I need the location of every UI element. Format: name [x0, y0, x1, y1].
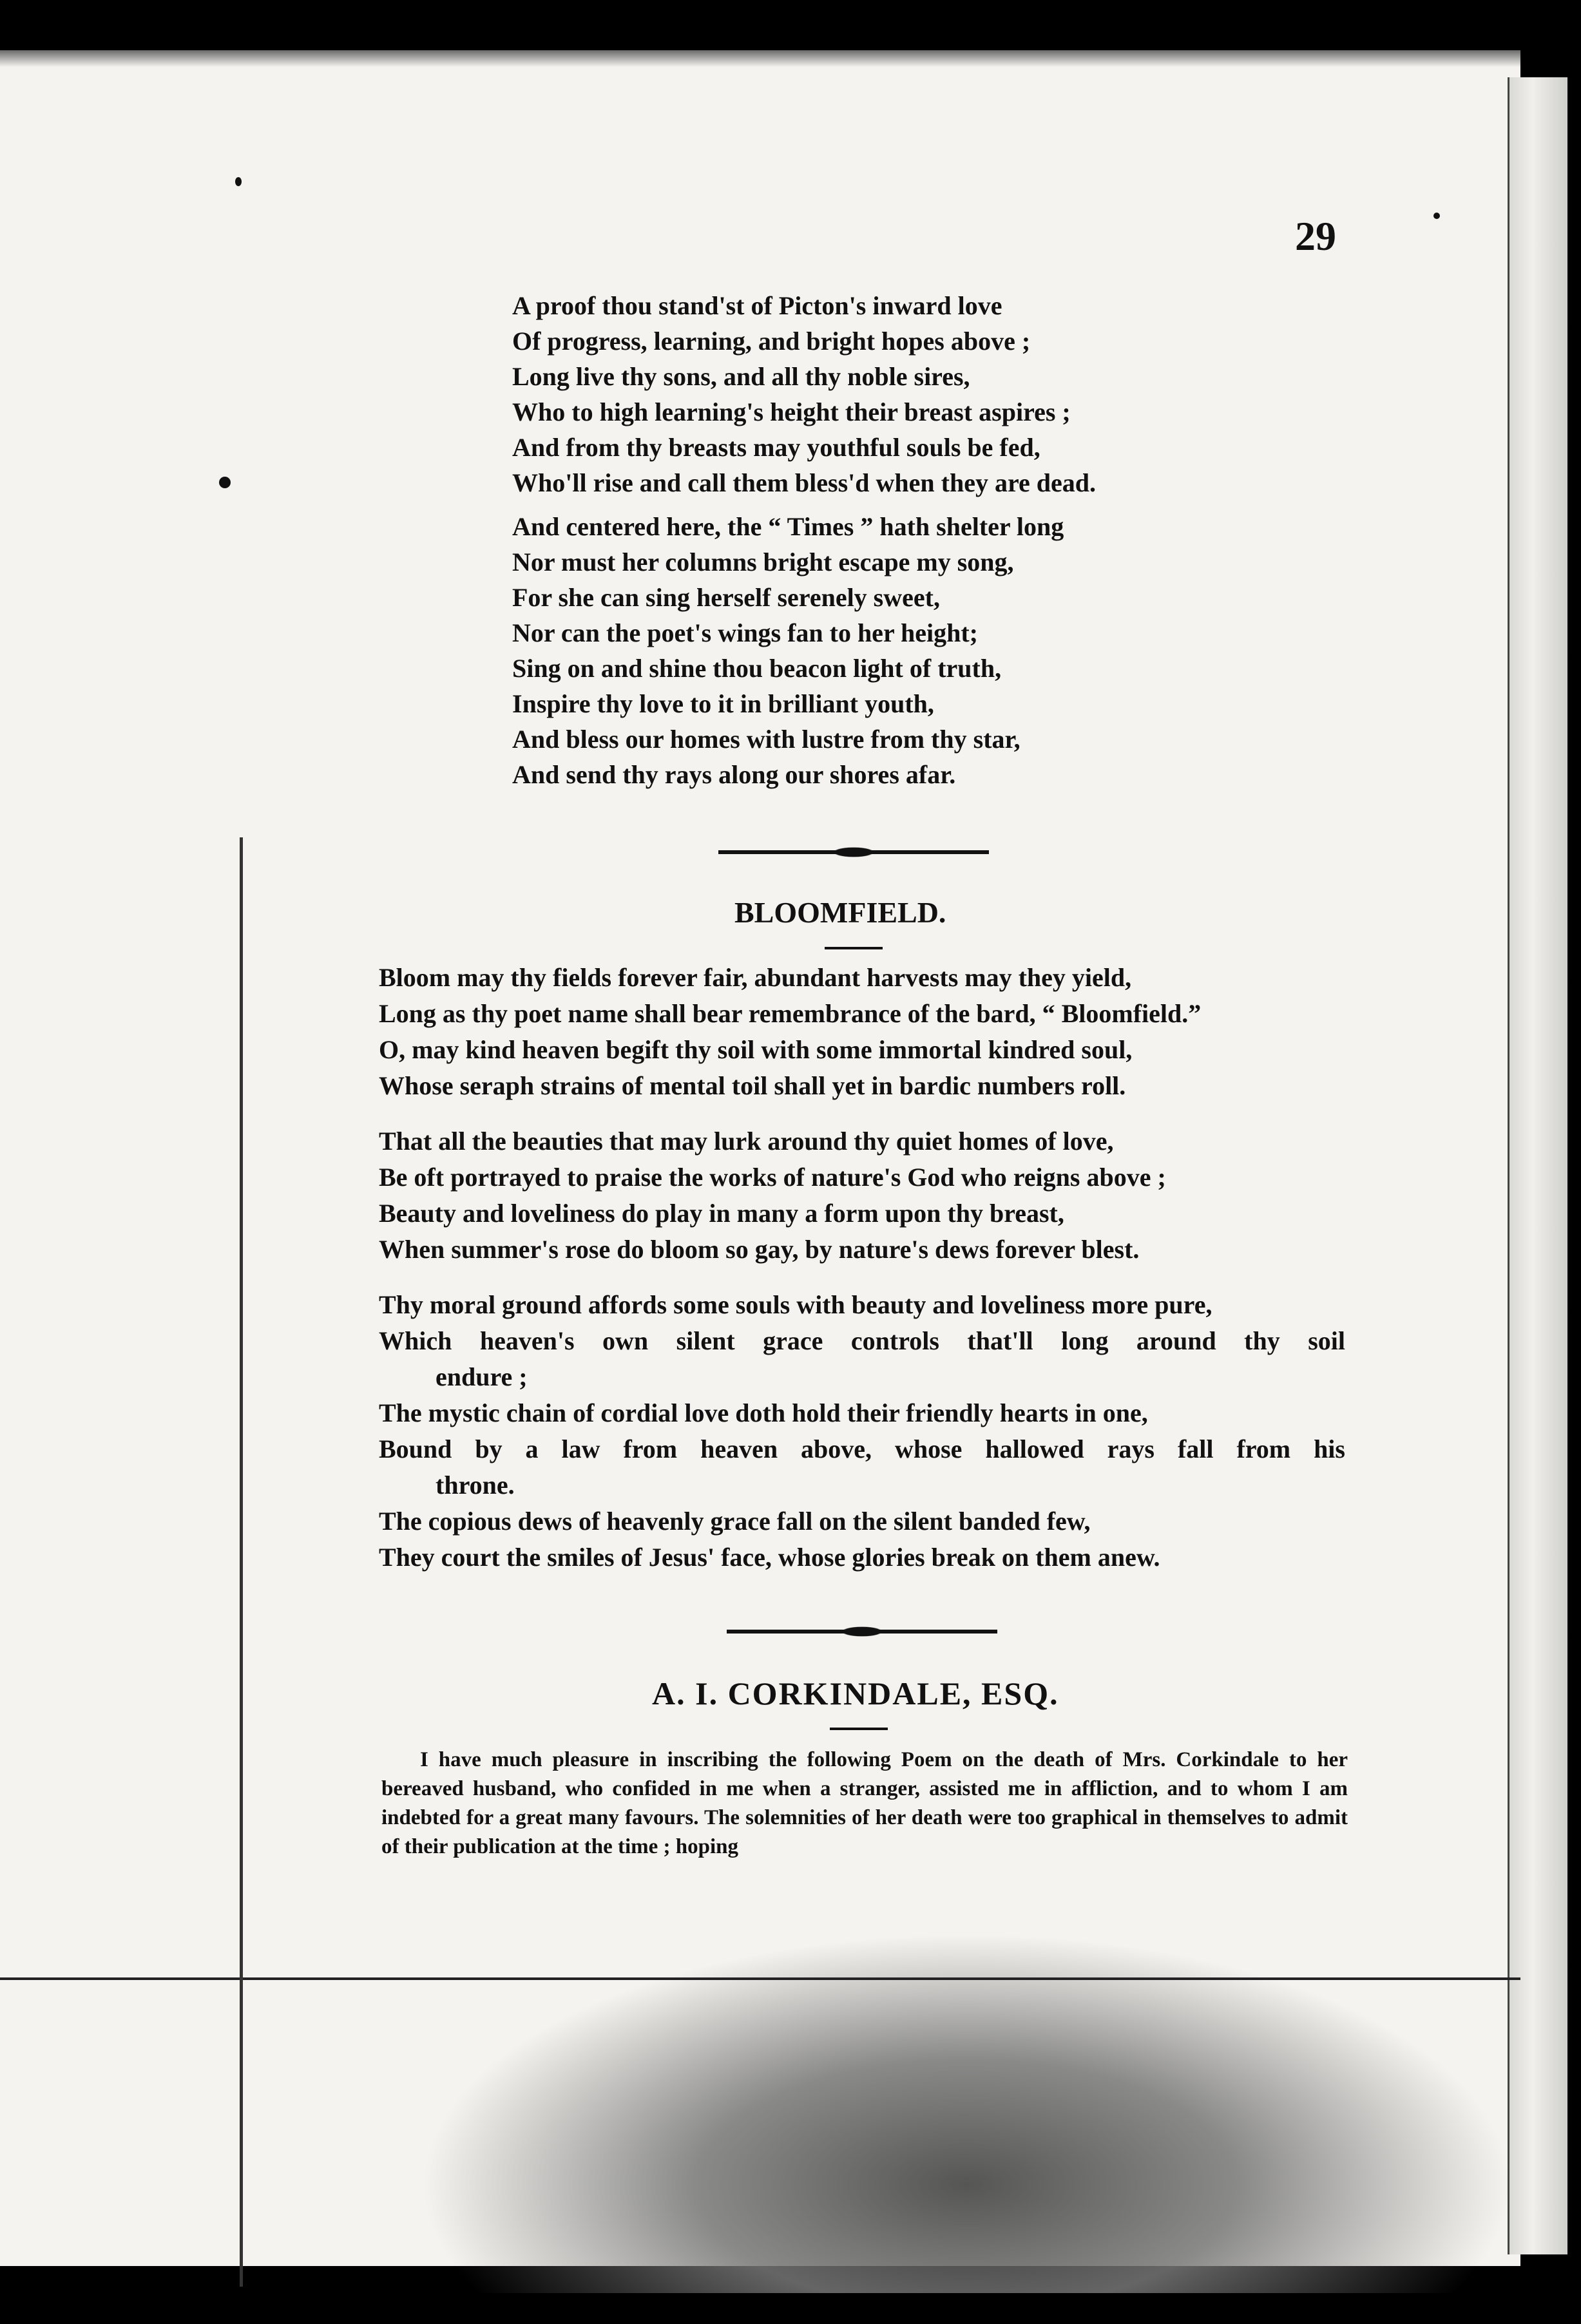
poem-line: For she can sing herself serenely sweet, — [512, 583, 940, 612]
poem-line: Long as thy poet name shall bear remembrance of the bard, “ Bloomfield.” — [379, 999, 1202, 1028]
poem-line: Thy moral ground affords some souls with beauty and loveliness more pure, — [379, 1290, 1212, 1319]
ink-speck — [219, 477, 231, 488]
title-underline — [830, 1728, 888, 1730]
poem-line-continuation: throne. — [436, 1471, 515, 1500]
poem-line: Bloom may thy fields forever fair, abundant harvests may they yield, — [379, 963, 1132, 992]
page-number: 29 — [1295, 213, 1336, 259]
poem-line: The mystic chain of cordial love doth hold their friendly hearts in one, — [379, 1398, 1148, 1427]
poem-line: Who'll rise and call them bless'd when they are dead. — [512, 468, 1096, 497]
poem-line: O, may kind heaven begift thy soil with some immortal kindred soul, — [379, 1035, 1133, 1064]
poem-line-continuation: endure ; — [436, 1362, 528, 1391]
page-stain — [419, 1932, 1514, 2293]
poem-line: A proof thou stand'st of Picton's inward love — [512, 291, 1002, 320]
poem-line: That all the beauties that may lurk around thy quiet homes of love, — [379, 1127, 1114, 1156]
section-title-corkindale: A. I. CORKINDALE, ESQ. — [652, 1675, 1059, 1711]
poem-line: Inspire thy love to it in brilliant youth, — [512, 689, 934, 718]
ornamental-divider — [718, 850, 989, 854]
poem-line: And centered here, the “ Times ” hath shelter long — [512, 512, 1064, 541]
page-right-edge — [1508, 77, 1567, 2254]
title-underline — [825, 947, 883, 949]
poem-line: Which heaven's own silent grace controls that'll long around thy soil — [379, 1326, 1345, 1355]
stanza-gap — [379, 1104, 1345, 1123]
ink-speck — [1433, 213, 1440, 219]
poem-line: Long live thy sons, and all thy noble sires, — [512, 362, 970, 391]
poem-bloomfield — [379, 960, 1345, 1576]
poem-line: Who to high learning's height their breast aspires ; — [512, 397, 1071, 426]
stanza-gap — [379, 1268, 1345, 1287]
ink-speck — [235, 177, 242, 186]
poem-line: Beauty and loveliness do play in many a form upon thy breast, — [379, 1199, 1064, 1228]
scan-horizontal-line — [0, 1977, 1520, 1980]
poem-line: When summer's rose do bloom so gay, by nature's dews forever blest. — [379, 1235, 1140, 1264]
poem-line: The copious dews of heavenly grace fall on the silent banded few, — [379, 1507, 1091, 1536]
section-title-bloomfield: BLOOMFIELD. — [734, 896, 946, 929]
ornamental-divider — [727, 1630, 997, 1633]
dedication-paragraph: I have much pleasure in inscribing the following Poem on the death of Mrs. Corkindale to her bereaved husband, who confided in me when a stranger, assisted me in affliction, and to whom I am indebted for a great many favours. The solemnities of her death were too graphical in themselves to admit of their publication at the time ; hoping — [381, 1748, 1348, 1858]
poem-line: And bless our homes with lustre from thy star, — [512, 725, 1020, 754]
ornament-center — [833, 1624, 891, 1639]
poem-line: Of progress, learning, and bright hopes above ; — [512, 327, 1031, 356]
poem-line: Bound by a law from heaven above, whose hallowed rays fall from his — [379, 1434, 1345, 1463]
stanza-picton — [512, 288, 1096, 500]
stanza-times — [512, 509, 1064, 792]
poem-line: Sing on and shine thou beacon light of truth, — [512, 654, 1002, 683]
poem-line: Nor must her columns bright escape my song, — [512, 548, 1014, 576]
scan-vertical-line — [240, 837, 243, 2287]
poem-line: Whose seraph strains of mental toil shall yet in bardic numbers roll. — [379, 1071, 1126, 1100]
ornament-center — [825, 845, 883, 859]
poem-line: And send thy rays along our shores afar. — [512, 760, 956, 789]
page-top-shadow — [0, 50, 1520, 67]
poem-line: And from thy breasts may youthful souls be fed, — [512, 433, 1040, 462]
poem-line: Be oft portrayed to praise the works of nature's God who reigns above ; — [379, 1163, 1166, 1192]
poem-line: Nor can the poet's wings fan to her height; — [512, 618, 978, 647]
poem-line: They court the smiles of Jesus' face, whose glories break on them anew. — [379, 1543, 1160, 1572]
